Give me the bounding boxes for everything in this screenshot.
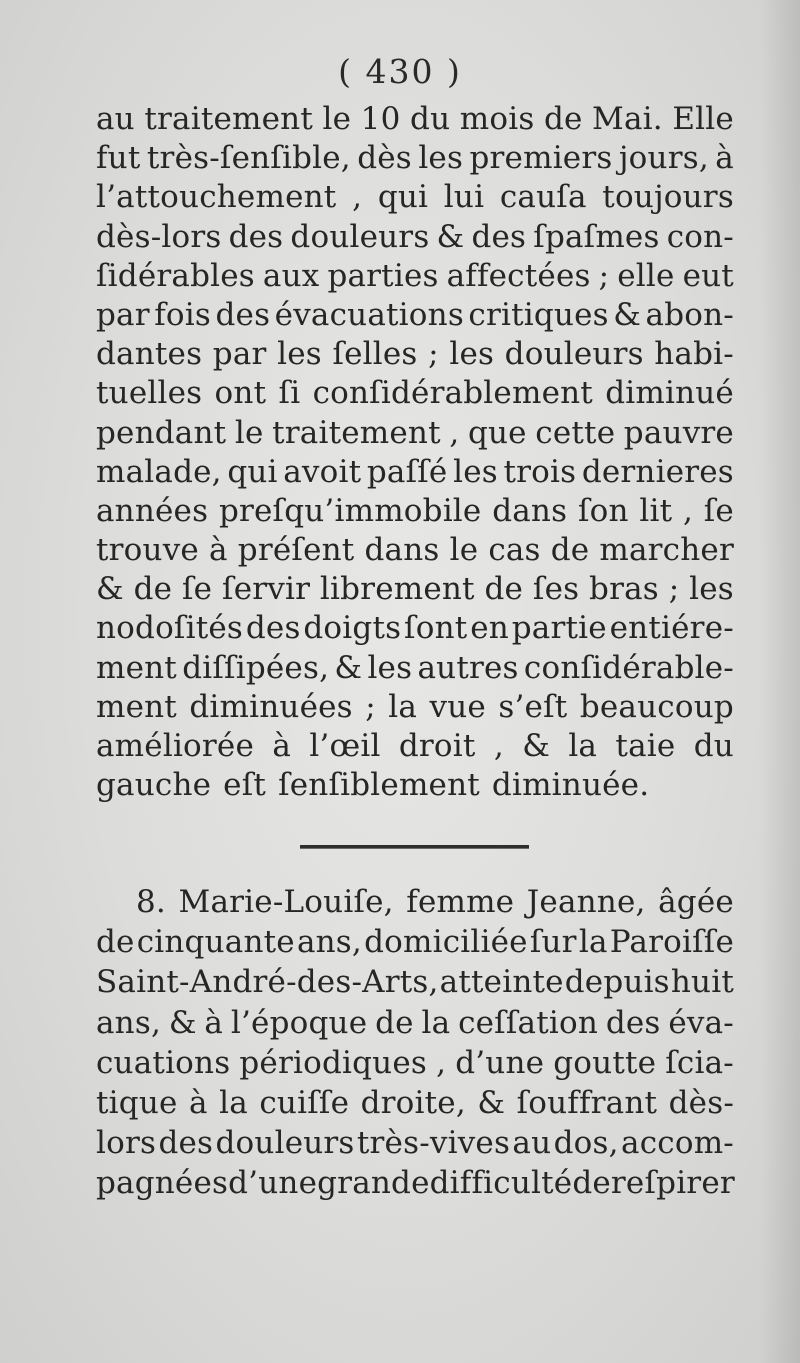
text-line: tique à la cuiſſe droite, & ſouffrant dès- <box>96 1084 734 1121</box>
text-line: l’attouchement , qui lui cauſa toujours <box>96 179 734 216</box>
text-line: ment diminuées ; la vue s’eſt beaucoup <box>96 688 734 725</box>
text-line: dès-lors des douleurs & des ſpaſmes con- <box>96 218 734 255</box>
text-line: gauche eſt ſenſiblement diminuée. <box>96 767 650 804</box>
text-line: par fois des évacuations critiques & abon- <box>96 296 734 333</box>
text-line: tuelles ont ſi conſidérablement diminué <box>96 375 734 412</box>
text-line: lors des douleurs très-vives au dos, accom- <box>96 1125 734 1162</box>
text-line: au traitement le 10 du mois de Mai. Elle <box>96 101 734 137</box>
page-number: ( 430 ) <box>338 52 462 91</box>
paragraph-continued-case <box>96 100 734 805</box>
section-divider <box>300 845 529 849</box>
text-line: ans, & à l’époque de la ceſſation des éva- <box>96 1004 734 1041</box>
text-line: années preſqu’immobile dans ſon lit , ſe <box>96 492 734 529</box>
text-line: améliorée à l’œil droit , & la taie du <box>96 728 734 764</box>
text-line: nodoſités des doigts ſont en partie entiére- <box>96 610 734 647</box>
text-line: & de ſe ſervir librement de ſes bras ; les <box>96 571 734 608</box>
text-line: pendant le traitement , que cette pauvre <box>96 414 734 451</box>
paragraph-case-8 <box>96 882 734 1204</box>
text-line: de cinquante ans, domiciliée ſur la Paroiſſe <box>96 924 734 961</box>
text-line: pagnées d’une grande difficulté de reſpirer <box>96 1165 735 1202</box>
text-line: ment diſſipées, & les autres conſidérable- <box>96 649 734 686</box>
text-line: ſidérables aux parties affectées ; elle eut <box>96 257 734 294</box>
text-line: Saint-André-des-Arts, atteinte depuis huit <box>96 964 734 1001</box>
text-line: malade, qui avoit paſſé les trois dernieres <box>96 453 734 490</box>
text-line: cuations périodiques , d’une goutte ſcia- <box>96 1044 734 1081</box>
text-line: dantes par les ſelles ; les douleurs habi- <box>96 336 734 373</box>
text-line: fut très-ſenſible, dès les premiers jours, à <box>96 140 734 177</box>
text-line: 8. Marie-Louiſe, femme Jeanne, âgée <box>136 884 734 920</box>
text-line: trouve à préſent dans le cas de marcher <box>96 532 734 569</box>
